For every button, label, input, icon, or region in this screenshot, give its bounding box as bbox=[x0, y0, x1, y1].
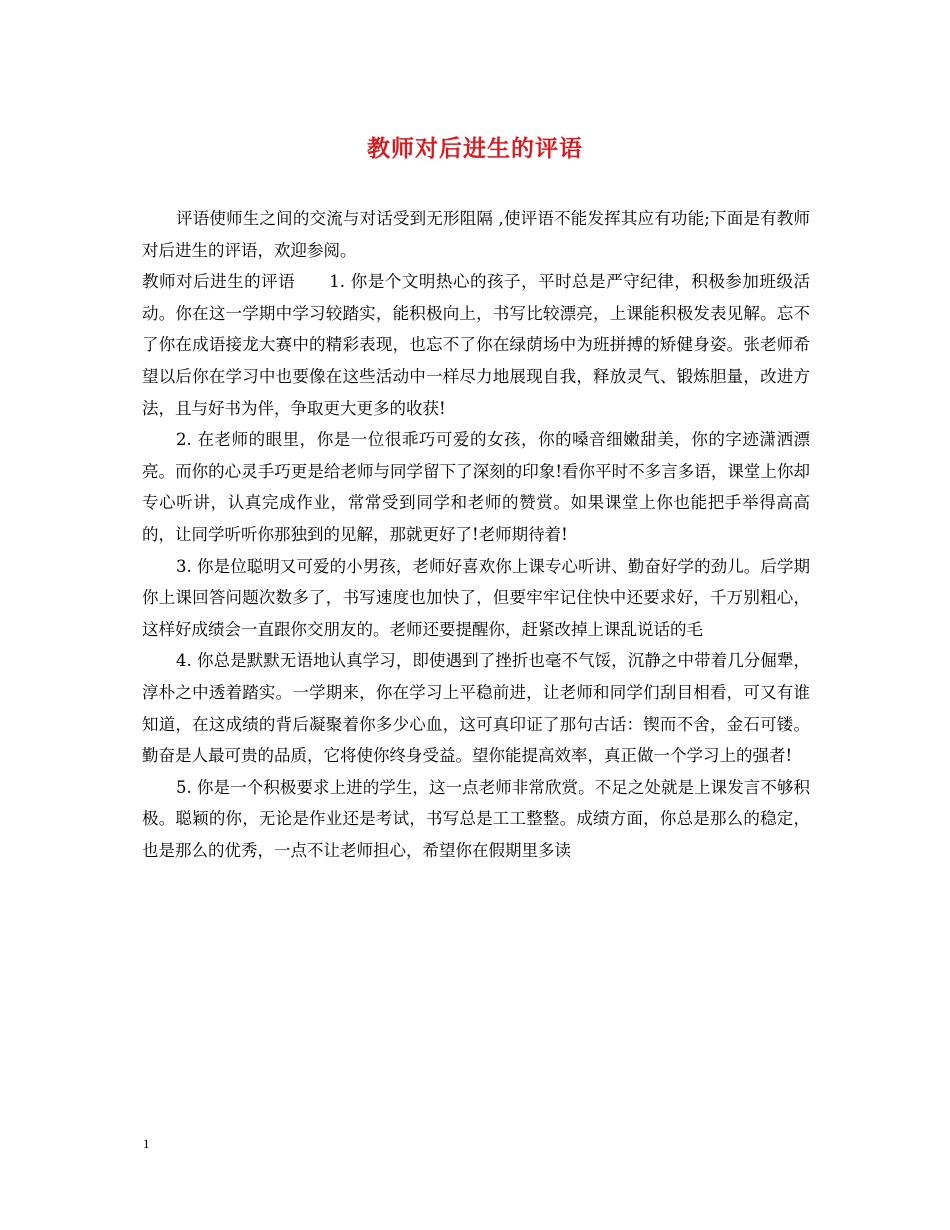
comment-paragraph-5: 5. 你是一个积极要求上进的学生，这一点老师非常欣赏。不足之处就是上课发言不够积极。聪颖的你，无论是作业还是考试，书写总是工工整整。成绩方面，你总是那么的稳定，也是那么的优秀，一点不让老师担心，希望你在假期里多读 bbox=[142, 777, 810, 860]
comment-paragraph-4: 4. 你总是默默无语地认真学习，即使遇到了挫折也毫不气馁，沉静之中带着几分倔犟，淳朴之中透着踏实。一学期来，你在学习上平稳前进，让老师和同学们刮目相看，可又有谁知道，在这成绩的背后凝聚着你多少心血，这可真印证了那句古话：锲而不舍，金石可镂。勤奋是人最可贵的品质，它将使你终身受益。望你能提高效率，真正做一个学习上的强者! bbox=[142, 651, 810, 766]
document-body bbox=[142, 203, 810, 866]
comment-paragraph-3: 3. 你是位聪明又可爱的小男孩，老师好喜欢你上课专心听讲、勤奋好学的劲儿。后学期你上课回答问题次数多了，书写速度也加快了，但要牢牢记住快中还要求好，千万别粗心，这样好成绩会一直跟你交朋友的。老师还要提醒你，赶紧改掉上课乱说话的毛 bbox=[142, 556, 810, 639]
comment-paragraph-2: 2. 在老师的眼里，你是一位很乖巧可爱的女孩，你的嗓音细嫩甜美，你的字迹潇洒漂亮。而你的心灵手巧更是给老师与同学留下了深刻的印象!看你平时不多言多语，课堂上你却专心听讲，认真完成作业，常常受到同学和老师的赞赏。如果课堂上你也能把手举得高高的，让同学听听你那独到的见解，那就更好了!老师期待着! bbox=[142, 430, 810, 544]
page-number: 1 bbox=[143, 1136, 150, 1151]
intro-paragraph: 评语使师生之间的交流与对话受到无形阻隔 ,使评语不能发挥其应有功能;下面是有教师对后进生的评语，欢迎参阅。 bbox=[142, 209, 810, 260]
document-title: 教师对后进生的评语 bbox=[367, 135, 583, 162]
comment-paragraph-1: 教师对后进生的评语 1. 你是个文明热心的孩子，平时总是严守纪律，积极参加班级活动。你在这一学期中学习较踏实，能积极向上，书写比较漂亮，上课能积极发表见解。忘不了你在成语接龙大赛中的精彩表现，也忘不了你在绿荫场中为班拼搏的矫健身姿。张老师希望以后你在学习中也要像在这些活动中一样尽力地展现自我，释放灵气、锻炼胆量，改进方法，且与好书为伴，争取更大更多的收获! bbox=[142, 272, 810, 418]
